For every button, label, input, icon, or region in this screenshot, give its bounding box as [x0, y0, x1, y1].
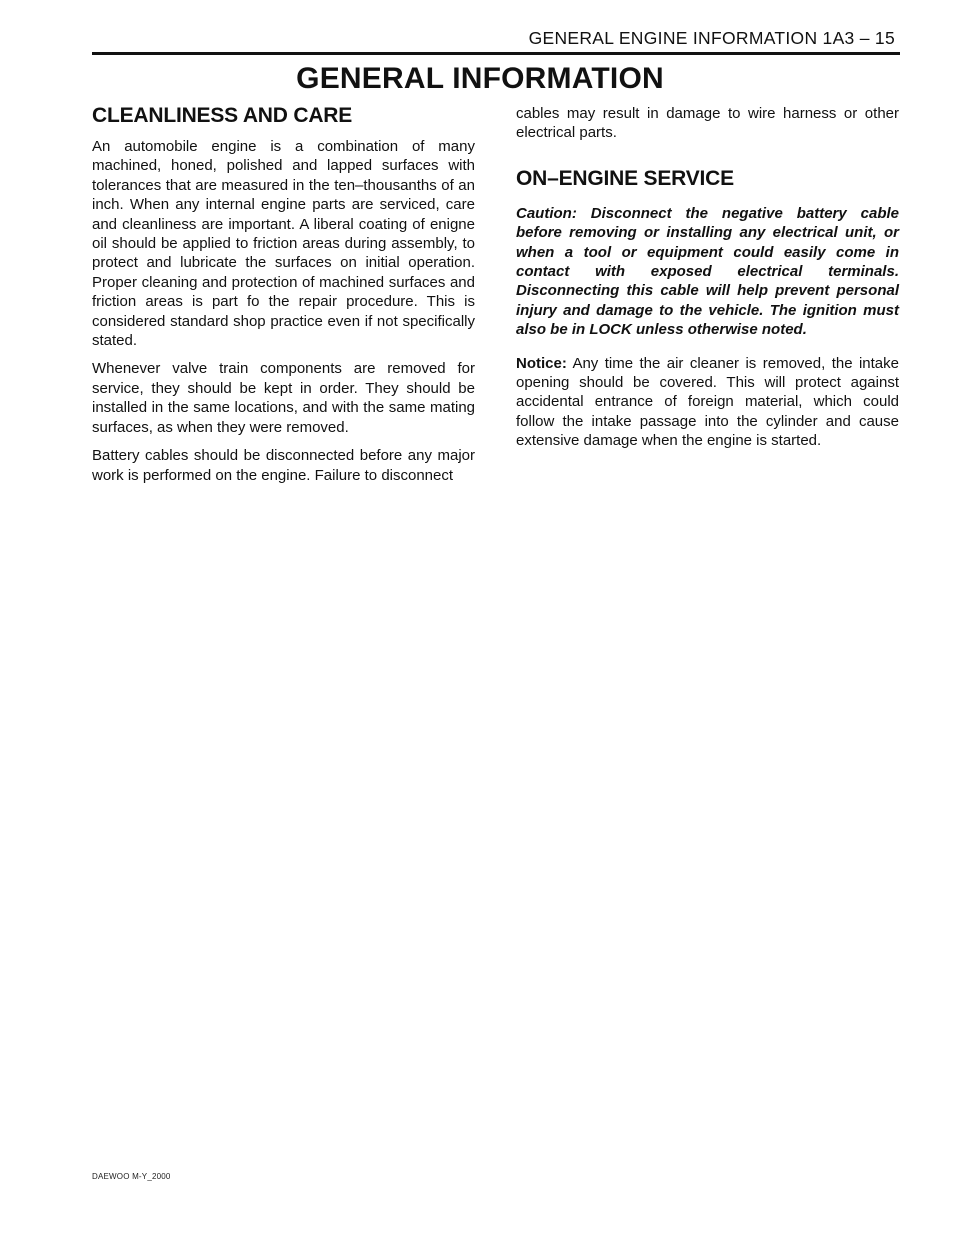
notice-label: Notice:: [516, 354, 567, 372]
paragraph: An automobile engine is a combination of many machined, honed, polished and lapped surfaces with tolerances that are measured in the ten–thousanths of an inch. When any internal engine parts are serviced, care and cleanliness are important. A liberal coating of enigne oil should be applied to friction areas during assembly, to protect and lubricate the surfaces on initial operation. Proper cleaning and protection of machined surfaces and friction areas is part fo the repair procedure. This is considered standard shop practice even if not specifically stated.: [92, 138, 475, 350]
notice-text: Any time the air cleaner is removed, the intake opening should be covered. This will protect against accidental entrance of foreign material, which could follow the intake passage into the cylinder and cause extensive damage when the engine is started.: [516, 354, 899, 450]
left-column: [92, 104, 475, 494]
footer-label: DAEWOO M-Y_2000: [92, 1172, 171, 1181]
notice-paragraph: [516, 354, 899, 451]
caution-paragraph: Caution: Disconnect the negative battery cable before removing or installing any electrical unit, or when a tool or equipment could easily come in contact with exposed electrical terminals. Disconnecting this cable will help prevent personal injury and damage to the vehicle. The ignition must also be in LOCK unless otherwise noted.: [516, 204, 899, 339]
page-title: GENERAL INFORMATION: [296, 62, 664, 95]
section-heading-on-engine-service: ON–ENGINE SERVICE: [516, 166, 734, 190]
paragraph: Whenever valve train components are removed for service, they should be kept in order. They should be installed in the same locations, and with the same mating surfaces, as when they were removed.: [92, 360, 475, 436]
running-header: GENERAL ENGINE INFORMATION 1A3 – 15: [528, 28, 895, 48]
paragraph: Battery cables should be disconnected before any major work is performed on the engine. Failure to disconnect: [92, 447, 475, 484]
paragraph-continuation: cables may result in damage to wire harness or other electrical parts.: [516, 105, 899, 142]
header-rule: [92, 52, 900, 55]
right-column: [516, 104, 899, 460]
section-heading-cleanliness: CLEANLINESS AND CARE: [92, 104, 353, 127]
